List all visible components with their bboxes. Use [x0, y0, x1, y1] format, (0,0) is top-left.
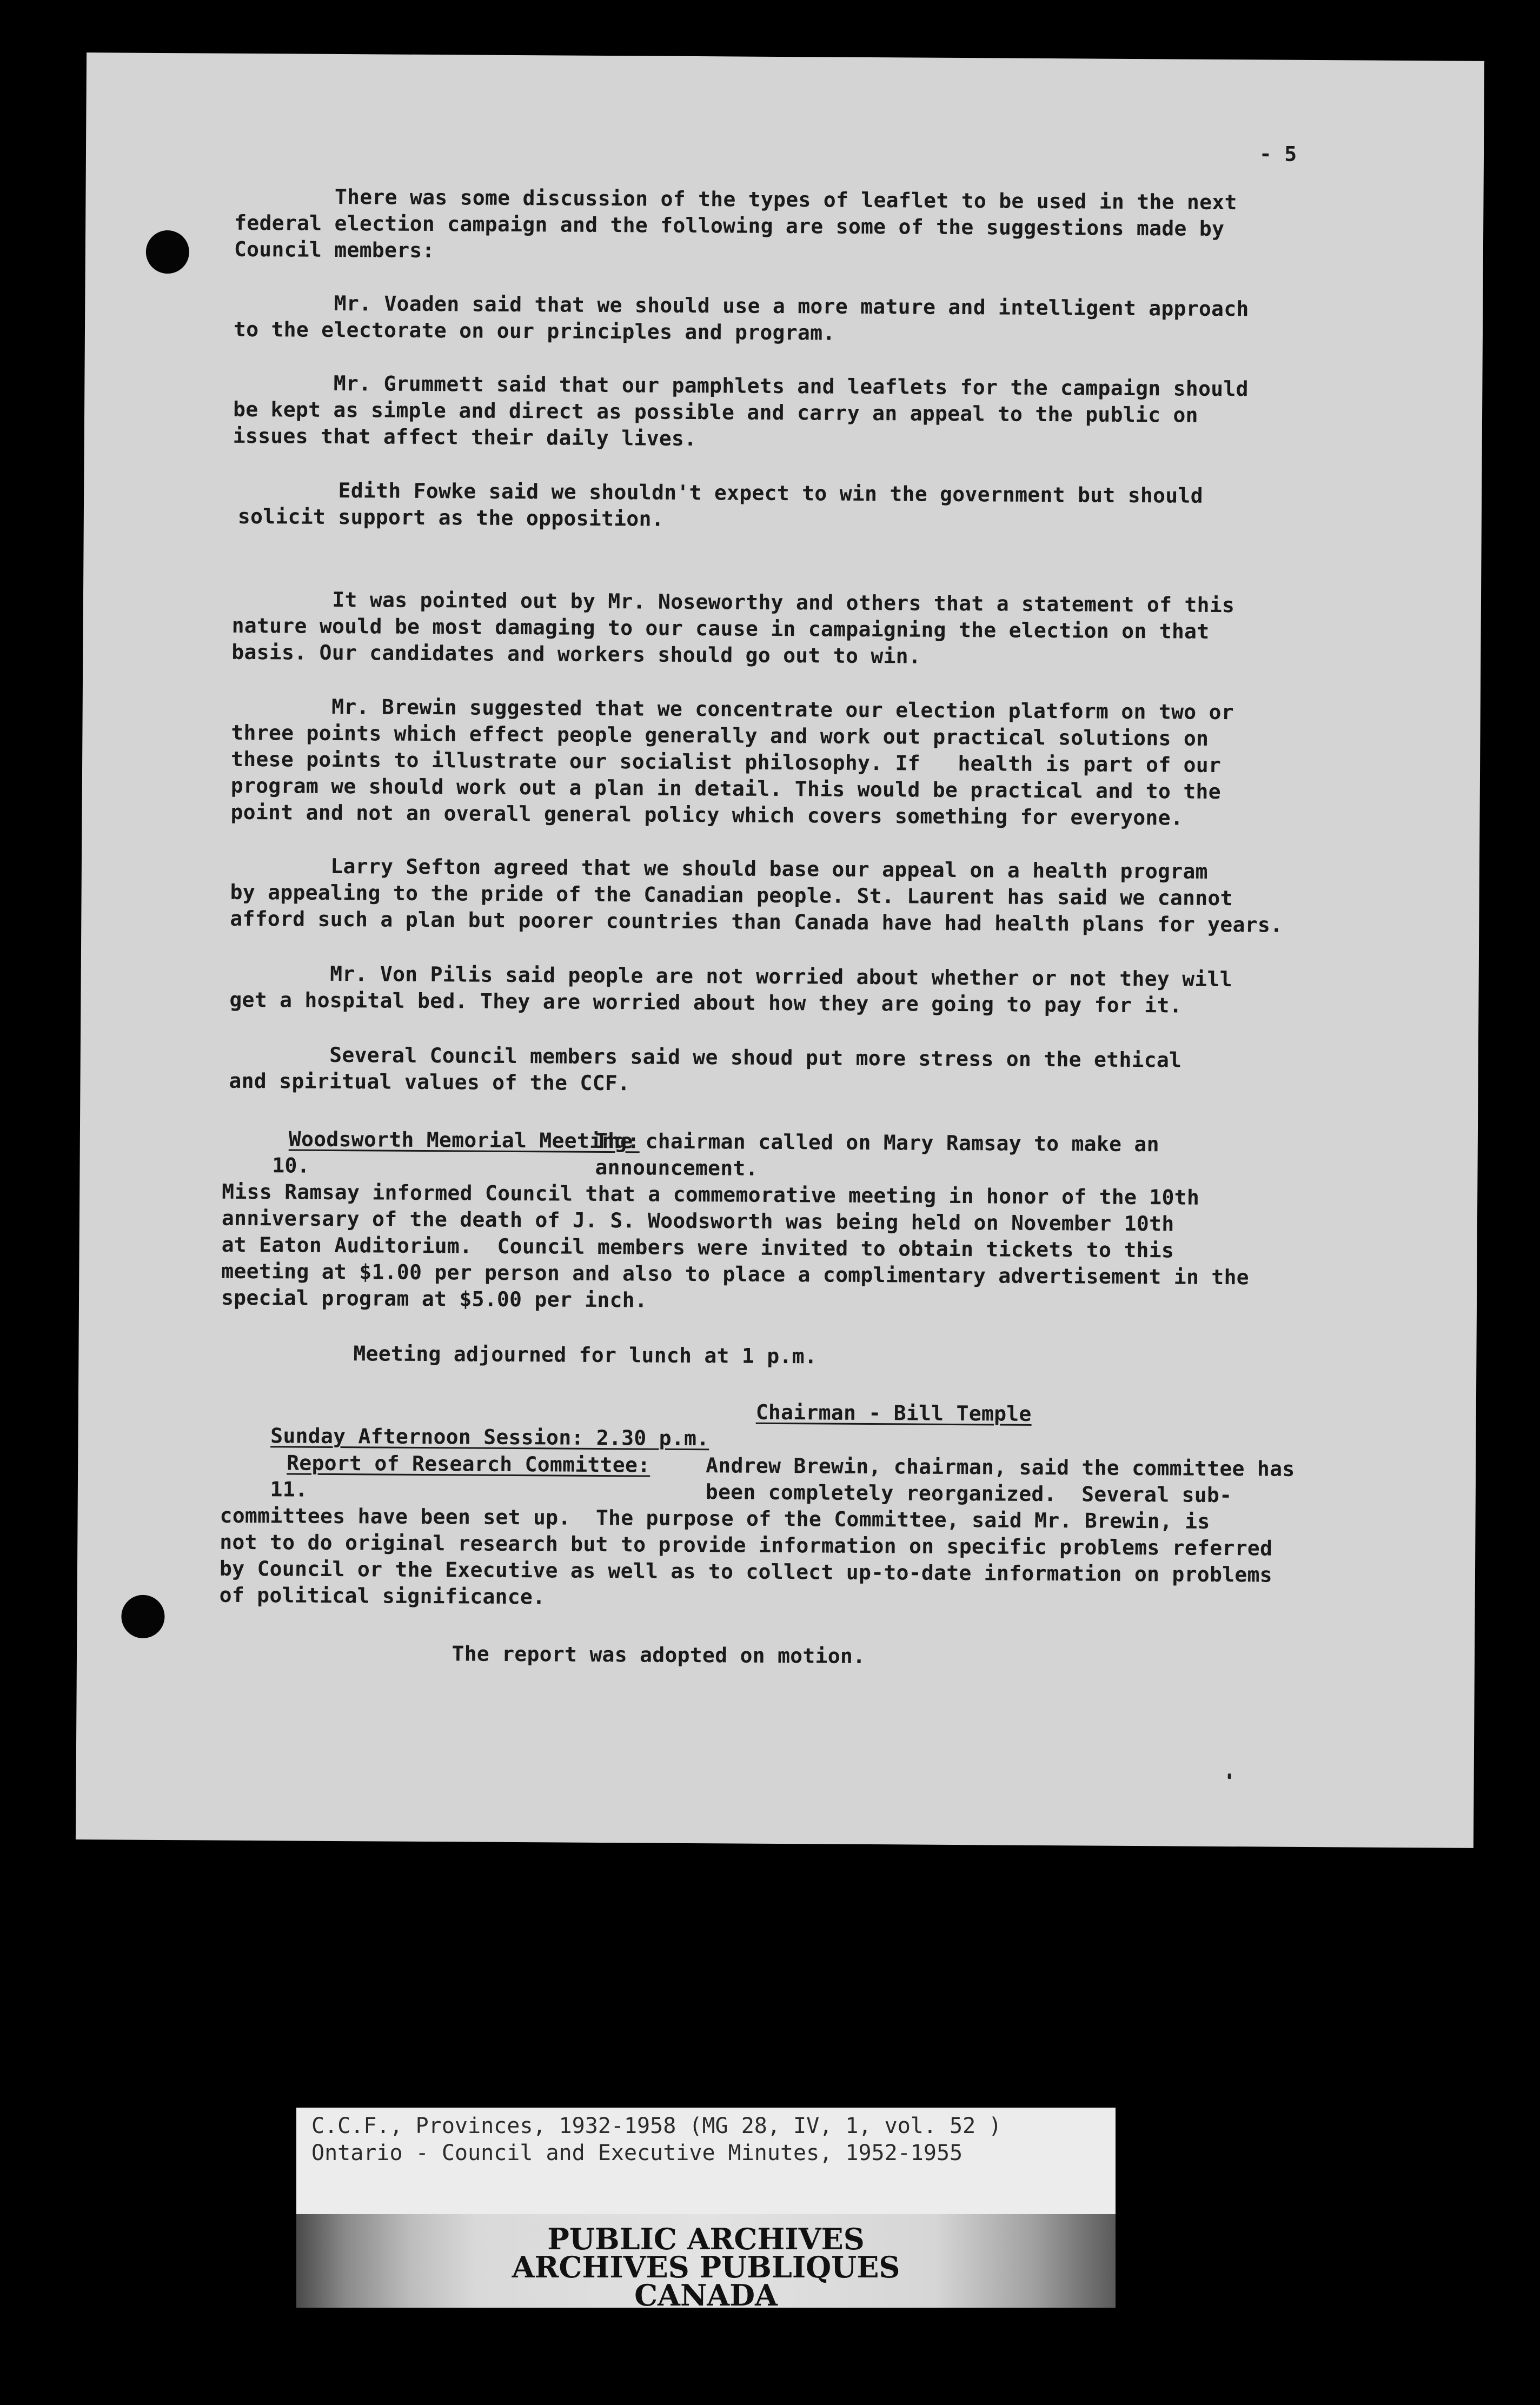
item-10-number: 10. — [272, 1153, 310, 1178]
item-11-text: Andrew Brewin, chairman, said the committee has been completely reorganized. Several sub- — [705, 1453, 1295, 1507]
archive-label — [296, 2108, 1116, 2216]
item-11-heading: Report of Research Committee: — [287, 1451, 650, 1477]
page-number: - 5 — [1259, 142, 1297, 166]
item-10-body: Miss Ramsay informed Council that a commemorative meeting in honor of the 10th anniversary of the death of J. S. Woodsworth was being held on November 10th at Eaton Auditorium. Council members were invited to obtain tickets to this meeting at $1.00 per person and also to place a complimentary advertisement in the special program at $5.00 per inch. — [221, 1179, 1250, 1312]
session-chair: Chairman - Bill Temple — [755, 1400, 1032, 1426]
paragraph-noseworthy: It was pointed out by Mr. Noseworthy and others that a statement of this nature would be most damaging to our cause in campaigning the election on that basis. Our candidates and workers should go out to win. — [231, 587, 1235, 668]
paragraph-grummett: Mr. Grummett said that our pamphlets and leaflets for the campaign should be kept as simple and direct as possible and carry an appeal to the public on issues that affect their daily lives. — [233, 370, 1249, 451]
archive-label-fonds: C.C.F., Provinces, 1932-1958 (MG 28, IV, 1, vol. 52 ) — [311, 2114, 1002, 2138]
archive-label-series: Ontario - Council and Executive Minutes, 1952-1955 — [311, 2141, 963, 2165]
paragraph-voaden: Mr. Voaden said that we should use a more mature and intelligent approach to the electorate on our principles and program. — [233, 290, 1249, 345]
item-10-text: The chairman called on Mary Ramsay to make an announcement. — [595, 1128, 1159, 1180]
stamp-line-country: CANADA — [634, 2278, 778, 2308]
archive-stamp — [296, 2214, 1116, 2308]
punch-hole-bottom — [121, 1595, 164, 1638]
stamp-line-french: ARCHIVES PUBLIQUES — [512, 2250, 900, 2284]
paragraph-brewin: Mr. Brewin suggested that we concentrate our election platform on two or three points which effect people generally and work out practical solutions on these points to illustrate our socialist philosophy. If health is part of our program we should work out a plan in detail. This would be practical and to the point and not an overall general policy which covers something for everyone. — [230, 694, 1234, 830]
report-adopted-note: The report was adopted on motion. — [351, 1641, 866, 1668]
paragraph-council-ethics: Several Council members said we shoud put more stress on the ethical and spiritual values of the CCF. — [229, 1042, 1182, 1095]
item-10-heading: Woodsworth Memorial Meeting: — [288, 1127, 640, 1153]
paragraph-sefton: Larry Sefton agreed that we should base our appeal on a health program by appealing to the pride of the Canadian people. St. Laurent has said we cannot afford such a plan but poorer countries than Canada have had health plans for years. — [230, 853, 1283, 937]
archive-stamp-text — [296, 2222, 1116, 2308]
punch-hole-top — [146, 230, 189, 274]
paragraph-leaflet-discussion: There was some discussion of the types of leaflet to be used in the next federal election campaign and the following are some of the suggestions made by Council members: — [234, 184, 1237, 263]
item-11-body: committees have been set up. The purpose of the Committee, said Mr. Brewin, is not to do original research but to provide information on specific problems referred by Council or the Executive as well as to collect up-to-date information on problems of political significance. — [219, 1503, 1273, 1609]
session-title: Sunday Afternoon Session: 2.30 p.m. — [270, 1424, 709, 1451]
item-11-number: 11. — [270, 1477, 308, 1502]
stamp-line-english: PUBLIC ARCHIVES — [547, 2222, 865, 2256]
document-page — [76, 52, 1484, 1848]
ink-speck — [1228, 1773, 1231, 1779]
adjournment-note: Meeting adjourned for lunch at 1 p.m. — [353, 1341, 818, 1368]
paragraph-von-pilis: Mr. Von Pilis said people are not worried about whether or not they will get a hospital bed. They are worried about how they are going to pay for it. — [229, 961, 1233, 1018]
paragraph-fowke: Edith Fowke said we shouldn't expect to win the government but should solicit support as the opposition. — [237, 477, 1203, 531]
